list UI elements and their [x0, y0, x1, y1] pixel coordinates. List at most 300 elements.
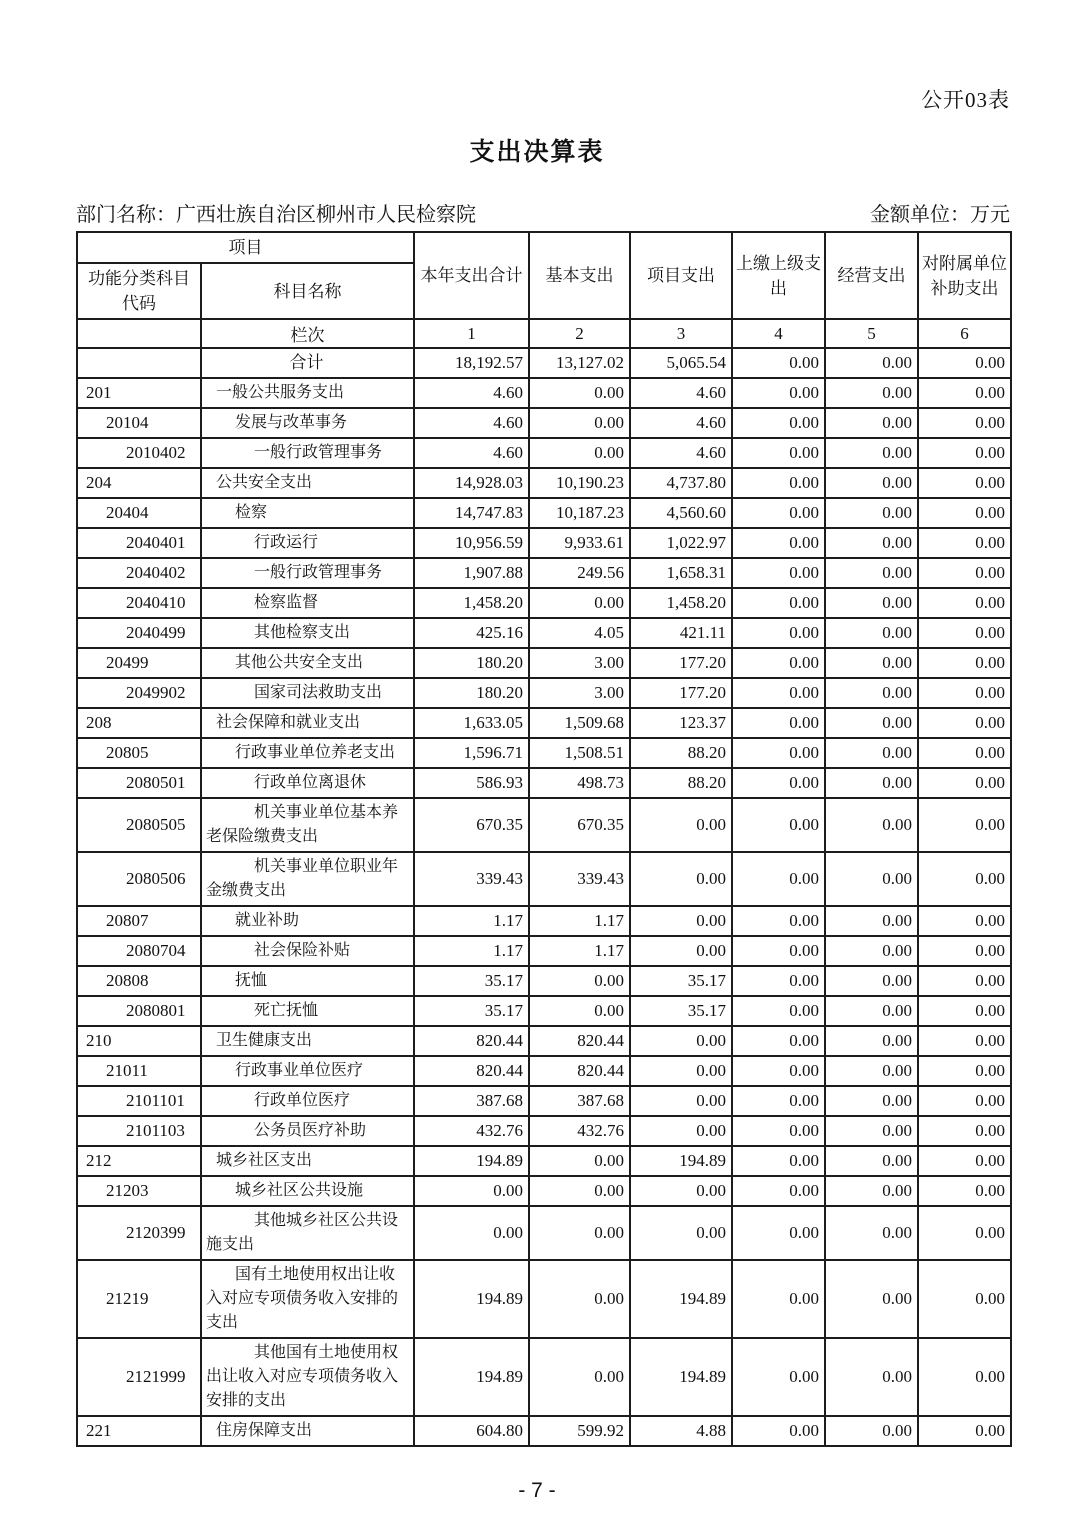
subject-code-cell: 204 — [77, 468, 201, 498]
amount-cell: 0.00 — [825, 648, 918, 678]
amount-cell: 180.20 — [414, 648, 529, 678]
subject-name-cell: 其他检察支出 — [201, 618, 414, 648]
amount-cell: 35.17 — [630, 996, 732, 1026]
amount-cell: 0.00 — [732, 468, 825, 498]
subject-name-cell: 机关事业单位职业年金缴费支出 — [201, 852, 414, 906]
amount-cell: 0.00 — [918, 936, 1011, 966]
amount-cell: 0.00 — [825, 1260, 918, 1338]
subject-code-cell: 2040410 — [77, 588, 201, 618]
table-row — [77, 798, 1011, 852]
amount-cell: 0.00 — [732, 438, 825, 468]
amount-cell: 177.20 — [630, 648, 732, 678]
amount-cell: 0.00 — [825, 906, 918, 936]
amount-cell: 1.17 — [529, 906, 630, 936]
amount-cell: 0.00 — [825, 936, 918, 966]
amount-cell: 820.44 — [529, 1056, 630, 1086]
amount-cell: 4.60 — [414, 408, 529, 438]
amount-cell: 0.00 — [732, 996, 825, 1026]
amount-cell: 9,933.61 — [529, 528, 630, 558]
amount-cell: 0.00 — [825, 738, 918, 768]
subject-code-cell: 21203 — [77, 1176, 201, 1206]
amount-cell: 4.60 — [630, 378, 732, 408]
amount-cell: 4,737.80 — [630, 468, 732, 498]
amount-cell: 0.00 — [918, 1026, 1011, 1056]
amount-cell: 1,509.68 — [529, 708, 630, 738]
subject-code-cell: 20499 — [77, 648, 201, 678]
amount-cell: 0.00 — [825, 1206, 918, 1260]
amount-cell: 4,560.60 — [630, 498, 732, 528]
subject-code-cell: 20808 — [77, 966, 201, 996]
amount-cell: 670.35 — [529, 798, 630, 852]
amount-cell: 10,956.59 — [414, 528, 529, 558]
amount-cell: 0.00 — [825, 558, 918, 588]
amount-cell: 820.44 — [414, 1056, 529, 1086]
amount-cell: 5,065.54 — [630, 348, 732, 378]
table-row — [77, 1176, 1011, 1206]
subject-code-cell: 201 — [77, 378, 201, 408]
amount-cell: 0.00 — [918, 1338, 1011, 1416]
amount-cell: 0.00 — [918, 966, 1011, 996]
amount-cell: 18,192.57 — [414, 348, 529, 378]
subject-name-cell: 社会保险补贴 — [201, 936, 414, 966]
index-label-cell: 栏次 — [201, 319, 414, 348]
amount-cell: 0.00 — [825, 588, 918, 618]
amount-cell: 1,596.71 — [414, 738, 529, 768]
form-number: 公开03表 — [921, 88, 1010, 112]
amount-cell: 604.80 — [414, 1416, 529, 1446]
amount-cell: 0.00 — [732, 588, 825, 618]
amount-cell: 0.00 — [630, 798, 732, 852]
amount-cell: 0.00 — [918, 588, 1011, 618]
table-row — [77, 528, 1011, 558]
subject-name-cell: 卫生健康支出 — [201, 1026, 414, 1056]
index-number-cell: 3 — [630, 319, 732, 348]
table-row — [77, 852, 1011, 906]
subject-code-cell: 2080501 — [77, 768, 201, 798]
page-title: 支出决算表 — [469, 139, 605, 166]
amount-cell: 599.92 — [529, 1416, 630, 1446]
amount-cell: 0.00 — [918, 906, 1011, 936]
subject-name-cell: 死亡抚恤 — [201, 996, 414, 1026]
amount-cell: 13,127.02 — [529, 348, 630, 378]
amount-cell: 0.00 — [918, 1176, 1011, 1206]
amount-cell: 0.00 — [732, 798, 825, 852]
amount-cell: 0.00 — [529, 378, 630, 408]
subject-code-cell: 2121999 — [77, 1338, 201, 1416]
subject-code-cell: 2040401 — [77, 528, 201, 558]
amount-cell: 0.00 — [825, 378, 918, 408]
amount-cell: 1,907.88 — [414, 558, 529, 588]
amount-cell: 0.00 — [732, 1206, 825, 1260]
amount-cell: 0.00 — [825, 996, 918, 1026]
subject-code-cell: 210 — [77, 1026, 201, 1056]
subject-code-cell: 2080506 — [77, 852, 201, 906]
amount-cell: 0.00 — [825, 1176, 918, 1206]
header-row-group — [77, 232, 1011, 263]
amount-cell: 0.00 — [414, 1206, 529, 1260]
column-index-row — [77, 319, 1011, 348]
subject-name-cell: 住房保障支出 — [201, 1416, 414, 1446]
amount-cell: 0.00 — [918, 438, 1011, 468]
amount-cell: 0.00 — [918, 1056, 1011, 1086]
amount-cell: 0.00 — [529, 1206, 630, 1260]
subject-code-cell: 21011 — [77, 1056, 201, 1086]
table-body — [77, 348, 1011, 1446]
amount-cell: 0.00 — [630, 1056, 732, 1086]
amount-cell: 14,928.03 — [414, 468, 529, 498]
subject-code-cell: 20404 — [77, 498, 201, 528]
subject-code-cell: 20104 — [77, 408, 201, 438]
amount-cell: 0.00 — [529, 1338, 630, 1416]
amount-cell: 670.35 — [414, 798, 529, 852]
amount-cell: 0.00 — [918, 618, 1011, 648]
meta-row — [76, 198, 1010, 227]
amount-cell: 4.60 — [414, 438, 529, 468]
header-basic-expenditure: 基本支出 — [529, 232, 630, 319]
amount-cell: 0.00 — [630, 852, 732, 906]
table-row — [77, 468, 1011, 498]
amount-cell: 35.17 — [630, 966, 732, 996]
table-row — [77, 1116, 1011, 1146]
table-row — [77, 348, 1011, 378]
subject-name-cell: 公务员医疗补助 — [201, 1116, 414, 1146]
amount-cell: 0.00 — [918, 1416, 1011, 1446]
amount-cell: 0.00 — [732, 1086, 825, 1116]
amount-cell: 421.11 — [630, 618, 732, 648]
amount-cell: 387.68 — [529, 1086, 630, 1116]
amount-cell: 35.17 — [414, 996, 529, 1026]
amount-cell: 0.00 — [732, 738, 825, 768]
amount-cell: 4.05 — [529, 618, 630, 648]
amount-cell: 0.00 — [529, 966, 630, 996]
amount-cell: 249.56 — [529, 558, 630, 588]
subject-name-cell: 国家司法救助支出 — [201, 678, 414, 708]
amount-cell: 0.00 — [918, 996, 1011, 1026]
amount-cell: 0.00 — [732, 1056, 825, 1086]
subject-name-cell: 发展与改革事务 — [201, 408, 414, 438]
amount-cell: 0.00 — [918, 798, 1011, 852]
subject-name-cell: 行政事业单位养老支出 — [201, 738, 414, 768]
header-total-expenditure: 本年支出合计 — [414, 232, 529, 319]
amount-cell: 1,458.20 — [630, 588, 732, 618]
subject-name-cell: 合计 — [201, 348, 414, 378]
amount-cell: 35.17 — [414, 966, 529, 996]
amount-cell: 0.00 — [732, 936, 825, 966]
amount-cell: 194.89 — [414, 1260, 529, 1338]
amount-cell: 0.00 — [825, 678, 918, 708]
amount-cell: 0.00 — [732, 498, 825, 528]
subject-name-cell: 抚恤 — [201, 966, 414, 996]
amount-cell: 1,508.51 — [529, 738, 630, 768]
amount-cell: 0.00 — [732, 1026, 825, 1056]
amount-cell: 0.00 — [732, 1338, 825, 1416]
table-row — [77, 1026, 1011, 1056]
amount-cell: 0.00 — [918, 528, 1011, 558]
amount-cell: 0.00 — [918, 408, 1011, 438]
amount-cell: 387.68 — [414, 1086, 529, 1116]
table-row — [77, 618, 1011, 648]
amount-cell: 0.00 — [918, 678, 1011, 708]
table-row — [77, 588, 1011, 618]
amount-cell: 1.17 — [414, 906, 529, 936]
subject-code-cell: 21219 — [77, 1260, 201, 1338]
amount-cell: 0.00 — [732, 906, 825, 936]
amount-cell: 820.44 — [414, 1026, 529, 1056]
amount-cell: 498.73 — [529, 768, 630, 798]
table-row — [77, 378, 1011, 408]
header-project-expenditure: 项目支出 — [630, 232, 732, 319]
amount-cell: 432.76 — [529, 1116, 630, 1146]
amount-cell: 4.60 — [414, 378, 529, 408]
subject-code-cell: 2120399 — [77, 1206, 201, 1260]
subject-code-cell: 2080505 — [77, 798, 201, 852]
table-row — [77, 408, 1011, 438]
amount-cell: 0.00 — [732, 1176, 825, 1206]
amount-cell: 0.00 — [918, 648, 1011, 678]
amount-cell: 0.00 — [825, 708, 918, 738]
amount-cell: 194.89 — [414, 1146, 529, 1176]
amount-cell: 0.00 — [732, 852, 825, 906]
amount-cell: 0.00 — [825, 768, 918, 798]
amount-cell: 0.00 — [918, 348, 1011, 378]
amount-cell: 0.00 — [732, 678, 825, 708]
amount-cell: 0.00 — [529, 408, 630, 438]
amount-cell: 14,747.83 — [414, 498, 529, 528]
amount-cell: 0.00 — [732, 708, 825, 738]
amount-cell: 0.00 — [529, 996, 630, 1026]
amount-cell: 0.00 — [529, 438, 630, 468]
amount-cell: 0.00 — [732, 1146, 825, 1176]
header-operating-expenditure: 经营支出 — [825, 232, 918, 319]
index-number-cell: 5 — [825, 319, 918, 348]
table-row — [77, 936, 1011, 966]
subject-name-cell: 检察监督 — [201, 588, 414, 618]
amount-cell: 0.00 — [825, 468, 918, 498]
amount-cell: 194.89 — [630, 1146, 732, 1176]
amount-cell: 88.20 — [630, 738, 732, 768]
amount-cell: 0.00 — [732, 348, 825, 378]
amount-cell: 0.00 — [918, 852, 1011, 906]
amount-cell: 0.00 — [825, 966, 918, 996]
amount-cell: 0.00 — [630, 1026, 732, 1056]
subject-name-cell: 行政单位离退休 — [201, 768, 414, 798]
table-row — [77, 648, 1011, 678]
index-number-cell: 1 — [414, 319, 529, 348]
subject-code-cell: 2080704 — [77, 936, 201, 966]
subject-name-cell: 就业补助 — [201, 906, 414, 936]
amount-cell: 0.00 — [732, 378, 825, 408]
table-row — [77, 768, 1011, 798]
subject-code-cell: 2040499 — [77, 618, 201, 648]
subject-code-cell: 221 — [77, 1416, 201, 1446]
amount-cell: 339.43 — [529, 852, 630, 906]
amount-cell: 586.93 — [414, 768, 529, 798]
table-row — [77, 1086, 1011, 1116]
index-number-cell: 2 — [529, 319, 630, 348]
amount-cell: 194.89 — [630, 1260, 732, 1338]
header-project: 项目 — [77, 232, 414, 263]
subject-name-cell: 检察 — [201, 498, 414, 528]
subject-code-cell: 2040402 — [77, 558, 201, 588]
subject-name-cell: 行政运行 — [201, 528, 414, 558]
amount-cell: 4.60 — [630, 438, 732, 468]
amount-cell: 0.00 — [630, 1206, 732, 1260]
table-row — [77, 996, 1011, 1026]
amount-cell: 0.00 — [918, 1260, 1011, 1338]
amount-cell: 0.00 — [732, 768, 825, 798]
department-name: 部门名称：广西壮族自治区柳州市人民检察院 — [76, 204, 476, 226]
amount-cell: 4.60 — [630, 408, 732, 438]
amount-cell: 339.43 — [414, 852, 529, 906]
amount-cell: 0.00 — [732, 648, 825, 678]
table-row — [77, 1146, 1011, 1176]
amount-cell: 0.00 — [918, 738, 1011, 768]
amount-cell: 0.00 — [630, 936, 732, 966]
table-row — [77, 966, 1011, 996]
amount-cell: 0.00 — [732, 1116, 825, 1146]
amount-cell: 0.00 — [825, 528, 918, 558]
amount-cell: 0.00 — [825, 852, 918, 906]
amount-cell: 0.00 — [732, 1260, 825, 1338]
amount-cell: 0.00 — [529, 1176, 630, 1206]
amount-cell: 0.00 — [918, 498, 1011, 528]
subject-code-cell: 2049902 — [77, 678, 201, 708]
subject-code-cell: 20807 — [77, 906, 201, 936]
amount-cell: 0.00 — [918, 378, 1011, 408]
amount-cell: 0.00 — [630, 906, 732, 936]
amount-cell: 0.00 — [732, 408, 825, 438]
subject-name-cell: 社会保障和就业支出 — [201, 708, 414, 738]
amount-cell: 0.00 — [630, 1116, 732, 1146]
amount-cell: 0.00 — [918, 1086, 1011, 1116]
amount-cell: 1,658.31 — [630, 558, 732, 588]
amount-cell: 0.00 — [825, 1416, 918, 1446]
header-subsidy-expenditure: 对附属单位补助支出 — [918, 232, 1011, 319]
amount-cell: 0.00 — [825, 348, 918, 378]
amount-cell: 0.00 — [414, 1176, 529, 1206]
index-number-cell: 4 — [732, 319, 825, 348]
subject-name-cell: 一般行政管理事务 — [201, 438, 414, 468]
table-row — [77, 1056, 1011, 1086]
subject-name-cell: 其他国有土地使用权出让收入对应专项债务收入安排的支出 — [201, 1338, 414, 1416]
amount-cell: 0.00 — [825, 1338, 918, 1416]
subject-code-cell: 208 — [77, 708, 201, 738]
subject-code-cell: 2101101 — [77, 1086, 201, 1116]
subject-name-cell: 公共安全支出 — [201, 468, 414, 498]
amount-cell: 10,187.23 — [529, 498, 630, 528]
page-number: - 7 - — [518, 1479, 556, 1502]
amount-cell: 0.00 — [918, 1206, 1011, 1260]
subject-code-cell: 2080801 — [77, 996, 201, 1026]
amount-cell: 0.00 — [825, 1146, 918, 1176]
amount-cell: 0.00 — [529, 588, 630, 618]
subject-name-cell: 行政单位医疗 — [201, 1086, 414, 1116]
amount-cell: 0.00 — [825, 1086, 918, 1116]
table-row — [77, 498, 1011, 528]
amount-cell: 0.00 — [825, 1116, 918, 1146]
table-row — [77, 438, 1011, 468]
subject-code-cell — [77, 348, 201, 378]
amount-cell: 1.17 — [414, 936, 529, 966]
amount-cell: 3.00 — [529, 648, 630, 678]
subject-name-cell: 行政事业单位医疗 — [201, 1056, 414, 1086]
amount-cell: 88.20 — [630, 768, 732, 798]
amount-cell: 0.00 — [918, 768, 1011, 798]
subject-name-cell: 机关事业单位基本养老保险缴费支出 — [201, 798, 414, 852]
amount-cell: 3.00 — [529, 678, 630, 708]
amount-cell: 1,633.05 — [414, 708, 529, 738]
amount-cell: 123.37 — [630, 708, 732, 738]
amount-cell: 0.00 — [825, 438, 918, 468]
amount-cell: 432.76 — [414, 1116, 529, 1146]
amount-cell: 0.00 — [825, 408, 918, 438]
amount-cell: 4.88 — [630, 1416, 732, 1446]
subject-code-cell: 2101103 — [77, 1116, 201, 1146]
table-row — [77, 1416, 1011, 1446]
subject-name-cell: 一般公共服务支出 — [201, 378, 414, 408]
expenditure-table — [76, 231, 1012, 1447]
amount-unit: 金额单位：万元 — [870, 204, 1010, 226]
amount-cell: 1.17 — [529, 936, 630, 966]
amount-cell: 0.00 — [732, 1416, 825, 1446]
amount-cell: 10,190.23 — [529, 468, 630, 498]
amount-cell: 177.20 — [630, 678, 732, 708]
subject-name-cell: 一般行政管理事务 — [201, 558, 414, 588]
subject-code-cell: 2010402 — [77, 438, 201, 468]
subject-name-cell: 其他城乡社区公共设施支出 — [201, 1206, 414, 1260]
table-row — [77, 1260, 1011, 1338]
table-row — [77, 708, 1011, 738]
subject-code-cell: 212 — [77, 1146, 201, 1176]
amount-cell: 0.00 — [825, 618, 918, 648]
table-row — [77, 738, 1011, 768]
amount-cell: 0.00 — [529, 1146, 630, 1176]
table-row — [77, 558, 1011, 588]
amount-cell: 0.00 — [918, 468, 1011, 498]
header-upturn-expenditure: 上缴上级支出 — [732, 232, 825, 319]
subject-name-cell: 城乡社区公共设施 — [201, 1176, 414, 1206]
header-subject-code: 功能分类科目代码 — [77, 263, 201, 319]
table-row — [77, 1206, 1011, 1260]
amount-cell: 0.00 — [732, 558, 825, 588]
amount-cell: 0.00 — [825, 498, 918, 528]
amount-cell: 425.16 — [414, 618, 529, 648]
table-row — [77, 906, 1011, 936]
amount-cell: 0.00 — [732, 528, 825, 558]
amount-cell: 0.00 — [918, 1116, 1011, 1146]
subject-name-cell: 其他公共安全支出 — [201, 648, 414, 678]
amount-cell: 0.00 — [825, 1026, 918, 1056]
amount-cell: 0.00 — [630, 1086, 732, 1116]
amount-cell: 194.89 — [414, 1338, 529, 1416]
amount-cell: 0.00 — [732, 618, 825, 648]
amount-cell: 0.00 — [732, 966, 825, 996]
amount-cell: 0.00 — [529, 1260, 630, 1338]
amount-cell: 0.00 — [918, 1146, 1011, 1176]
table-header — [77, 232, 1011, 348]
subject-name-cell: 国有土地使用权出让收入对应专项债务收入安排的支出 — [201, 1260, 414, 1338]
table-row — [77, 678, 1011, 708]
amount-cell: 180.20 — [414, 678, 529, 708]
subject-name-cell: 城乡社区支出 — [201, 1146, 414, 1176]
amount-cell: 194.89 — [630, 1338, 732, 1416]
amount-cell: 0.00 — [918, 558, 1011, 588]
index-blank-cell — [77, 319, 201, 348]
amount-cell: 0.00 — [918, 708, 1011, 738]
index-number-cell: 6 — [918, 319, 1011, 348]
amount-cell: 0.00 — [825, 1056, 918, 1086]
amount-cell: 820.44 — [529, 1026, 630, 1056]
